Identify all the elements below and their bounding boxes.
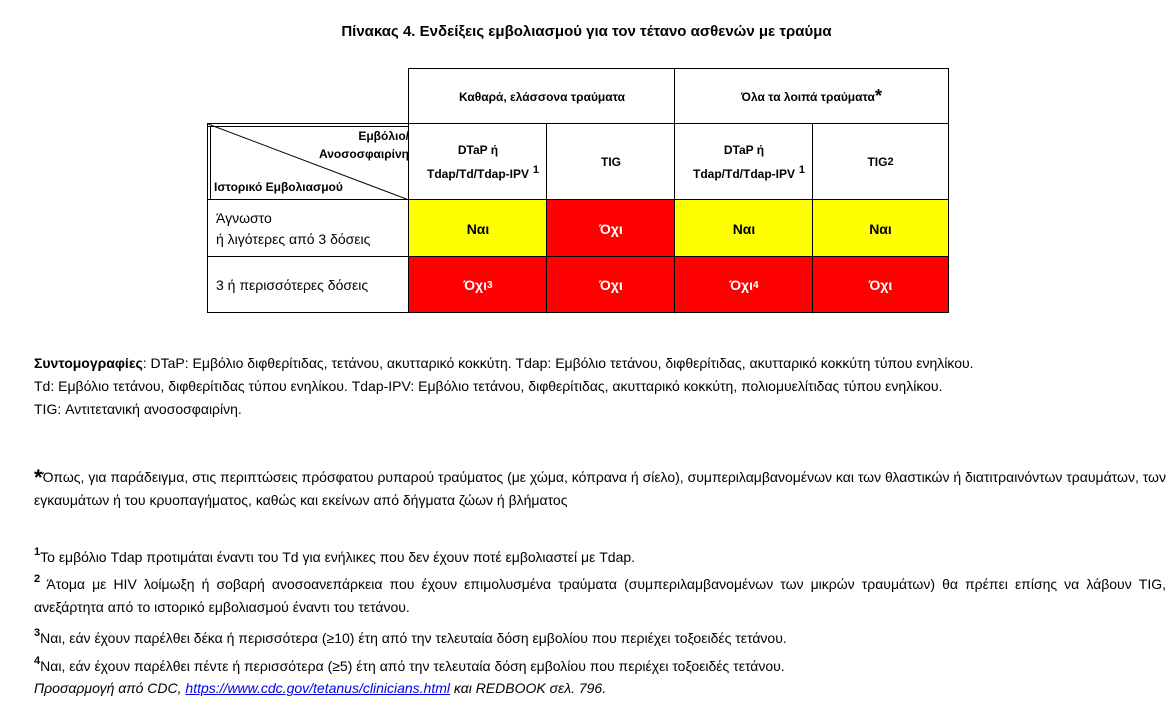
footnote-ref-3: 3 [486,279,493,291]
table-border [210,126,211,200]
subheader-tig-clean: TIG [601,155,621,169]
subheader-tig-other: TIG 2 [867,155,894,169]
footnote-ref-1: 1 [798,164,805,176]
table-border [408,68,409,313]
footnote-ref-2: 2 [887,156,894,168]
cell-unknown-dtap-other: Ναι [675,200,813,257]
cell-unknown-tig-other: Ναι [813,200,948,257]
footnote-4: $^4$Ναι, εάν έχουν παρέλθει πέντε ή περισσότερα (≥5) έτη από την τελευταία δόση εμβολίου που περιέχει τοξοειδές τετάνου. [34,655,785,674]
table-border [208,256,949,257]
table-border [208,312,949,313]
subheader-dtap-other: DTaP ή Tdap/Td/Tdap-IPV 1 [693,143,805,181]
corner-label-immunoglobulin: Ανοσοσφαιρίνη [318,147,409,161]
footnote-1: $^1$Το εμβόλιο Tdap προτιμάται έναντι του Td για ενήλικες που δεν έχουν ποτέ εμβολιαστεί με Tdap. [34,546,636,565]
footnote-ref-1: 1 [532,164,539,176]
table-border [546,124,547,313]
cell-three-dtap-clean: Όχι 3 [409,257,547,313]
abbreviations-label: Συντομογραφίες [34,355,143,371]
footnote-3: $^3$Ναι, εάν έχουν παρέλθει δέκα ή περισσότερα (≥10) έτη από την τελευταία δόση εμβολίου που περιέχει τοξοειδές τετάνου. [34,627,787,646]
corner-label-vaccine: Εμβόλιο/ [358,129,409,143]
footnote-ref-4: 4 [752,279,759,291]
row-label-unknown: Άγνωστο ή λιγότερες από 3 δόσεις [216,209,371,247]
group-header-other-wounds: Όλα τα λοιπά τραύματα * [741,86,882,106]
asterisk-mark: * [34,465,43,490]
table-border [208,123,949,124]
page-title: Πίνακας 4. Ενδείξεις εμβολιασμού για τον τέτανο ασθενών με τραύμα [341,23,832,40]
table-border [812,124,813,313]
table-border [409,68,949,69]
table-border [208,126,409,127]
asterisk-mark: * [874,86,882,106]
asterisk-note: *Όπως, για παράδειγμα, στις περιπτώσεις πρόσφατου ρυπαρού τραύματος (με χώμα, κόπρανα ή σίελο), συμπεριλαμβανομένων και των θλαστικών ή διατιτραινόντων τραυμάτων, των εγκαυμάτων ή του κρυοπαγήματος, καθώς και εκείνων από δήγματα ζώων ή βλήματος [34,465,1166,508]
source-citation: Προσαρμογή από CDC, https://www.cdc.gov/tetanus/clinicians.html και REDBOOK σελ. 796. [34,680,607,696]
corner-label-history: Ιστορικό Εμβολιασμού [214,180,343,194]
subheader-dtap-clean: DTaP ή Tdap/Td/Tdap-IPV 1 [427,143,539,181]
table-border [208,199,949,200]
table-border [948,68,949,313]
abbreviations-block: Συντομογραφίες: DTaP: Εμβόλιο διφθερίτιδας, τετάνου, ακυτταρικό κοκκύτη. Tdap: Εμβόλιο τετάνου, διφθερίτιδας, ακυτταρικό κοκκύτη τύπου ενηλίκου. Td: Εμβόλιο τετάνου, διφθερίτιδας τύπου ενηλίκου. Tdap-IPV: Εμβόλιο τετάνου, διφθερίτιδας, ακυτταρικό κοκκύτη, πολιομυελίτιδας τύπου ενηλίκου. TIG: Αντιτετανική ανοσοσφαιρίνη. [34,355,974,417]
cell-three-tig-other: Όχι [813,257,948,313]
footnote-2: $^2$ Άτομα με HIV λοίμωξη ή σοβαρή ανοσοανεπάρκεια που έχουν επιμολυσμένα τραύματα (συμπεριλαμβανομένων των μικρών τραυμάτων) θα πρέπει επίσης να λάβουν TIG, ανεξάρτητα από το ιστορικό εμβολιασμού έναντι του τετάνου. [34,573,1166,615]
table-border [207,123,208,313]
cdc-link[interactable]: https://www.cdc.gov/tetanus/clinicians.html [185,680,450,696]
cell-three-dtap-other: Όχι 4 [675,257,813,313]
corner-header [208,124,409,200]
row-label-three-or-more: 3 ή περισσότερες δόσεις [216,276,369,293]
table-border [674,68,675,313]
cell-unknown-dtap-clean: Ναι [409,200,547,257]
group-header-clean-wounds: Καθαρά, ελάσσονα τραύματα [458,89,626,104]
cell-unknown-tig-clean: Όχι [547,200,675,257]
cell-three-tig-clean: Όχι [547,257,675,313]
